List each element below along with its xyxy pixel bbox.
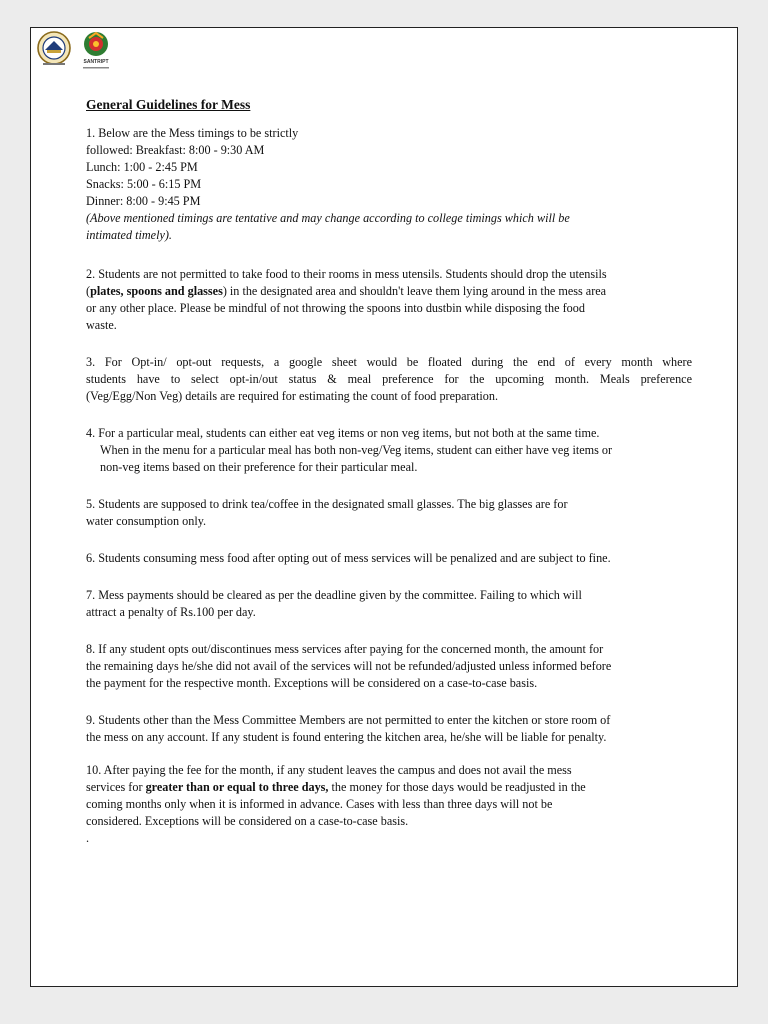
item-4-line: When in the menu for a particular meal has both non-veg/Veg items, student can either have veg items or: [100, 443, 613, 457]
item-8-line: 8. If any student opts out/discontinues mess services after paying for the concerned month, the amount for: [86, 642, 604, 656]
guideline-item-8: [86, 641, 692, 692]
timings-note: (Above mentioned timings are tentative and may change according to college timings which will be: [86, 211, 570, 225]
guideline-item-9: [86, 712, 692, 746]
item-10-line: coming months only when it is informed in advance. Cases with less than three days will not be: [86, 797, 553, 811]
item-2-text: (: [86, 284, 91, 298]
item-8-line: the remaining days he/she did not avail of the services will not be refunded/adjusted unless informed before: [86, 659, 612, 673]
item-10-line: [86, 779, 692, 796]
item-2-line: waste.: [86, 318, 117, 332]
item-10-text: the money for those days would be readjusted in the: [328, 780, 586, 794]
item-4-line: non-veg items based on their preference for their particular meal.: [100, 460, 418, 474]
santript-logo: [75, 30, 117, 76]
item-6-line: 6. Students consuming mess food after opting out of mess services will be penalized and are subject to fine.: [86, 551, 611, 565]
guideline-item-3: [86, 354, 692, 405]
document-page: [30, 27, 738, 987]
item-8-line: the payment for the respective month. Exceptions will be considered on a case-to-case basis.: [86, 676, 538, 690]
item-3-line: (Veg/Egg/Non Veg) details are required for estimating the count of food preparation.: [86, 389, 498, 403]
item-5-line: water consumption only.: [86, 514, 207, 528]
item-2-line: or any other place. Please be mindful of not throwing the spoons into dustbin while disposing the food: [86, 301, 585, 315]
item-4-line: 4. For a particular meal, students can either eat veg items or non veg items, but not both at the same time.: [86, 426, 600, 440]
item-10-text: services for: [86, 780, 146, 794]
timings-note: intimated timely).: [86, 228, 172, 242]
item-1-line: 1. Below are the Mess timings to be strictly: [86, 126, 299, 140]
utensils-bold: plates, spoons and glasses: [90, 284, 223, 298]
item-5-line: 5. Students are supposed to drink tea/coffee in the designated small glasses. The big glasses are for: [86, 497, 568, 511]
item-3-line: 3. For Opt-in/ opt-out requests, a google sheet would be floated during the end of every month where: [86, 355, 692, 369]
santript-logo-text: SANTRIPT: [83, 59, 109, 65]
item-2-line: [86, 283, 692, 300]
guideline-item-2: [86, 266, 692, 334]
header-logos: [35, 30, 117, 76]
guideline-item-6: [86, 550, 692, 567]
three-days-bold: greater than or equal to three days,: [145, 780, 329, 794]
item-10-line: 10. After paying the fee for the month, if any student leaves the campus and does not avail the mess: [86, 763, 572, 777]
item-7-line: 7. Mess payments should be cleared as per the deadline given by the committee. Failing to which will: [86, 588, 582, 602]
institute-emblem-logo: [35, 30, 73, 68]
item-3-line: students have to select opt-in/out status & meal preference for the upcoming month. Meals preference: [86, 372, 692, 386]
item-9-line: 9. Students other than the Mess Committee Members are not permitted to enter the kitchen or store room of: [86, 713, 611, 727]
guideline-item-7: [86, 587, 692, 621]
trailing-dot: .: [86, 831, 90, 845]
guideline-item-4: [86, 425, 692, 476]
guideline-item-10: [86, 762, 692, 847]
page-title: General Guidelines for Mess: [86, 97, 251, 112]
item-7-line: attract a penalty of Rs.100 per day.: [86, 605, 256, 619]
guideline-item-5: [86, 496, 692, 530]
item-2-line: 2. Students are not permitted to take food to their rooms in mess utensils. Students should drop the utensils: [86, 267, 607, 281]
item-10-line: considered. Exceptions will be considered on a case-to-case basis.: [86, 814, 409, 828]
guidelines-content: [86, 96, 692, 847]
item-2-text: ) in the designated area and shouldn't leave them lying around in the mess area: [222, 284, 607, 298]
item-1-line: Dinner: 8:00 - 9:45 PM: [86, 194, 201, 208]
item-1-line: followed: Breakfast: 8:00 - 9:30 AM: [86, 143, 265, 157]
item-9-line: the mess on any account. If any student is found entering the kitchen area, he/she will be liable for penalty.: [86, 730, 607, 744]
item-1-line: Snacks: 5:00 - 6:15 PM: [86, 177, 202, 191]
item-1-line: Lunch: 1:00 - 2:45 PM: [86, 160, 198, 174]
guideline-item-1: [86, 125, 692, 244]
